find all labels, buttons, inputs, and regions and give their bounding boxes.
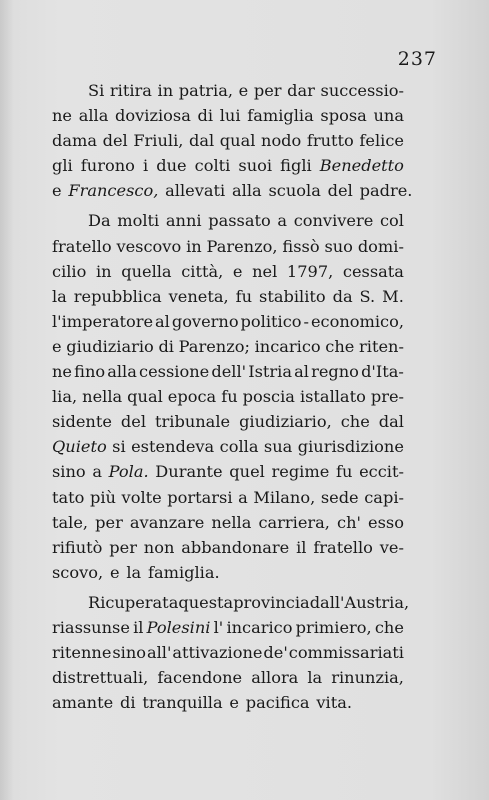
word: incarico bbox=[254, 336, 321, 356]
text-line bbox=[52, 208, 404, 233]
word: sidente bbox=[52, 412, 112, 432]
paragraph bbox=[52, 78, 413, 203]
word: estendeva bbox=[131, 437, 215, 457]
word: repubblica bbox=[73, 286, 162, 306]
word: riassunse bbox=[52, 617, 130, 637]
word: vescovo bbox=[116, 236, 182, 256]
text-line bbox=[52, 284, 404, 309]
word: sino bbox=[52, 462, 86, 482]
word: sede bbox=[320, 487, 359, 507]
word: Durante bbox=[155, 462, 223, 482]
word: rifiutò bbox=[52, 537, 103, 557]
text-line bbox=[52, 510, 404, 535]
word: convivere bbox=[293, 211, 374, 231]
word: suoi bbox=[238, 156, 273, 176]
word: una bbox=[373, 106, 404, 126]
word: la bbox=[52, 286, 67, 306]
word: sino bbox=[112, 643, 147, 663]
word: in bbox=[186, 236, 202, 256]
word: Si bbox=[88, 81, 105, 100]
word: al bbox=[294, 362, 309, 382]
word: dal bbox=[378, 412, 404, 432]
text-line bbox=[52, 78, 404, 103]
word: a bbox=[92, 462, 102, 482]
word: giurisdizione bbox=[297, 437, 404, 457]
word: ve- bbox=[379, 537, 404, 557]
word: poscia bbox=[242, 387, 295, 407]
word: di bbox=[119, 693, 136, 713]
word: successio- bbox=[320, 81, 404, 100]
word: cilio bbox=[52, 261, 87, 281]
word: il bbox=[133, 617, 144, 637]
text-line bbox=[52, 409, 404, 434]
word: nella bbox=[211, 512, 252, 532]
word: fratello bbox=[313, 537, 373, 557]
word: cessata bbox=[342, 261, 404, 281]
word: politico bbox=[240, 311, 302, 331]
word: di bbox=[197, 106, 214, 126]
word: per bbox=[253, 81, 282, 100]
paragraph bbox=[52, 590, 410, 715]
word: a bbox=[238, 487, 248, 507]
word: allevati bbox=[165, 181, 226, 201]
text-line bbox=[52, 178, 413, 203]
word: alla bbox=[107, 362, 137, 382]
text-line bbox=[52, 665, 404, 690]
word: Parenzo, bbox=[206, 236, 278, 256]
word: qual bbox=[219, 131, 256, 151]
text-line bbox=[52, 334, 404, 359]
text-line bbox=[52, 359, 404, 384]
word: gli bbox=[52, 156, 73, 176]
text-line bbox=[52, 153, 404, 178]
word: nella bbox=[82, 387, 123, 407]
word: Milano, bbox=[253, 487, 316, 507]
word: fu bbox=[335, 462, 353, 482]
word: governo bbox=[171, 311, 239, 331]
word: doviziosa bbox=[115, 106, 191, 126]
word: fu bbox=[221, 387, 238, 407]
word: fissò bbox=[282, 236, 320, 256]
word: Istria bbox=[248, 362, 292, 382]
paragraph bbox=[52, 208, 404, 584]
word: qual bbox=[127, 387, 163, 407]
word: incarico bbox=[226, 617, 293, 637]
word: sua bbox=[263, 437, 293, 457]
text-line bbox=[52, 459, 404, 484]
text-line bbox=[52, 103, 404, 128]
word: ritenne bbox=[52, 643, 112, 663]
body-text bbox=[52, 78, 413, 715]
text-line bbox=[52, 690, 404, 715]
word: allora bbox=[251, 668, 299, 688]
word: scuola bbox=[268, 181, 321, 201]
word: ne bbox=[52, 362, 73, 382]
word: e bbox=[52, 181, 62, 201]
word: portarsi bbox=[167, 487, 233, 507]
word: facendone bbox=[157, 668, 243, 688]
word: Polesini bbox=[146, 617, 211, 637]
word: - bbox=[303, 311, 309, 331]
word: de' bbox=[263, 643, 288, 663]
word: esso bbox=[368, 512, 404, 532]
word: dama bbox=[52, 131, 98, 151]
text-line bbox=[52, 128, 404, 153]
word: e bbox=[52, 336, 62, 356]
word: tribunale bbox=[155, 412, 231, 432]
word: che bbox=[325, 336, 355, 356]
word: col bbox=[379, 211, 404, 231]
word: e bbox=[232, 261, 243, 281]
word: capi- bbox=[364, 487, 404, 507]
word: dell' bbox=[211, 362, 247, 382]
word: famiglia. bbox=[147, 562, 220, 582]
word: dar bbox=[287, 81, 315, 100]
word: domi- bbox=[357, 236, 404, 256]
text-line bbox=[52, 615, 404, 640]
word: per bbox=[109, 537, 137, 557]
word: amante bbox=[52, 693, 114, 713]
word: veneta, bbox=[168, 286, 229, 306]
word: giudiziario, bbox=[239, 412, 332, 432]
word: commissariati bbox=[288, 643, 404, 663]
word: quel bbox=[229, 462, 265, 482]
word: che bbox=[340, 412, 370, 432]
word: del bbox=[120, 412, 147, 432]
word: giudiziario bbox=[66, 336, 154, 356]
word: primiero, bbox=[295, 617, 372, 637]
word: furono bbox=[80, 156, 135, 176]
word: all' bbox=[146, 643, 172, 663]
word: di bbox=[158, 336, 174, 356]
word: questa bbox=[178, 592, 234, 612]
word: M. bbox=[382, 286, 404, 306]
word: provincia bbox=[233, 592, 310, 612]
text-line bbox=[52, 590, 410, 615]
word: ritira bbox=[109, 81, 152, 100]
word: tato bbox=[52, 487, 85, 507]
word: colla bbox=[219, 437, 259, 457]
word: che bbox=[374, 617, 404, 637]
word: volte bbox=[121, 487, 162, 507]
word: per bbox=[95, 512, 123, 532]
word: distrettuali, bbox=[52, 668, 149, 688]
word: colti bbox=[194, 156, 231, 176]
word: Francesco, bbox=[68, 181, 159, 201]
word: lui bbox=[219, 106, 241, 126]
text-line bbox=[52, 384, 404, 409]
word: molti bbox=[117, 211, 160, 231]
word: d'Ita- bbox=[361, 362, 404, 382]
word: Pola. bbox=[108, 462, 149, 482]
word: al bbox=[155, 311, 170, 331]
word: attivazione bbox=[172, 643, 263, 663]
word: scovo, bbox=[52, 562, 104, 582]
word: nodo bbox=[261, 131, 302, 151]
word: del bbox=[327, 181, 353, 201]
word: nel bbox=[252, 261, 278, 281]
word: la bbox=[126, 562, 142, 582]
word: la bbox=[307, 668, 323, 688]
word: due bbox=[156, 156, 187, 176]
word: e bbox=[229, 693, 239, 713]
word: patria, bbox=[178, 81, 233, 100]
word: frutto bbox=[306, 131, 354, 151]
word: non bbox=[143, 537, 175, 557]
word: regno bbox=[311, 362, 359, 382]
word: felice bbox=[359, 131, 404, 151]
word: avanzare bbox=[129, 512, 205, 532]
word: economico, bbox=[310, 311, 404, 331]
text-line bbox=[52, 485, 404, 510]
word: Da bbox=[88, 211, 111, 231]
word: in bbox=[157, 81, 174, 100]
word: padre. bbox=[359, 181, 413, 201]
word: 1797, bbox=[286, 261, 334, 281]
word: cessione bbox=[139, 362, 210, 382]
word: lia, bbox=[52, 387, 78, 407]
text-line bbox=[52, 535, 404, 560]
word: S. bbox=[359, 286, 376, 306]
word: fu bbox=[235, 286, 253, 306]
word: figli bbox=[280, 156, 312, 176]
word: Friuli, bbox=[133, 131, 184, 151]
word: sposa bbox=[320, 106, 367, 126]
word: del bbox=[102, 131, 128, 151]
word: si bbox=[112, 437, 126, 457]
word: carriera, bbox=[258, 512, 330, 532]
word: in bbox=[95, 261, 112, 281]
word: ne bbox=[52, 106, 73, 126]
text-line bbox=[52, 234, 404, 259]
word: da bbox=[332, 286, 353, 306]
word: quella bbox=[121, 261, 172, 281]
word: Quieto bbox=[52, 437, 107, 457]
text-line bbox=[52, 640, 404, 665]
word: fino bbox=[74, 362, 106, 382]
word: Benedetto bbox=[319, 156, 404, 176]
word: rinunzia, bbox=[331, 668, 404, 688]
text-line bbox=[52, 259, 404, 284]
word: alla bbox=[78, 106, 109, 126]
word: a bbox=[277, 211, 288, 231]
word: ch' bbox=[337, 512, 361, 532]
word: fratello bbox=[52, 236, 112, 256]
word: l'imperatore bbox=[52, 311, 154, 331]
word: tale, bbox=[52, 512, 89, 532]
word: tranquilla bbox=[142, 693, 223, 713]
word: e bbox=[238, 81, 249, 100]
text-line bbox=[52, 560, 404, 585]
word: abbandonare bbox=[181, 537, 290, 557]
word: epoca bbox=[167, 387, 217, 407]
word: istallato bbox=[299, 387, 366, 407]
word: suo bbox=[324, 236, 353, 256]
word: pacifica bbox=[245, 693, 310, 713]
word: dal bbox=[189, 131, 215, 151]
word: eccit- bbox=[359, 462, 404, 482]
word: il bbox=[296, 537, 307, 557]
word: Ricuperata bbox=[88, 592, 179, 612]
word: vita. bbox=[316, 693, 352, 713]
word: riten- bbox=[359, 336, 404, 356]
word: i bbox=[142, 156, 149, 176]
page-number: 237 bbox=[397, 48, 437, 70]
word: regime bbox=[271, 462, 330, 482]
word: e bbox=[109, 562, 120, 582]
word: dall'Austria, bbox=[309, 592, 410, 612]
word: l' bbox=[213, 617, 224, 637]
word: famiglia bbox=[247, 106, 314, 126]
word: anni bbox=[165, 211, 202, 231]
word: città, bbox=[181, 261, 224, 281]
word: alla bbox=[232, 181, 262, 201]
word: Parenzo; bbox=[178, 336, 250, 356]
word: passato bbox=[208, 211, 271, 231]
word: più bbox=[90, 487, 116, 507]
word: pre- bbox=[370, 387, 404, 407]
text-line bbox=[52, 434, 404, 459]
word: stabilito bbox=[259, 286, 326, 306]
text-line bbox=[52, 309, 404, 334]
